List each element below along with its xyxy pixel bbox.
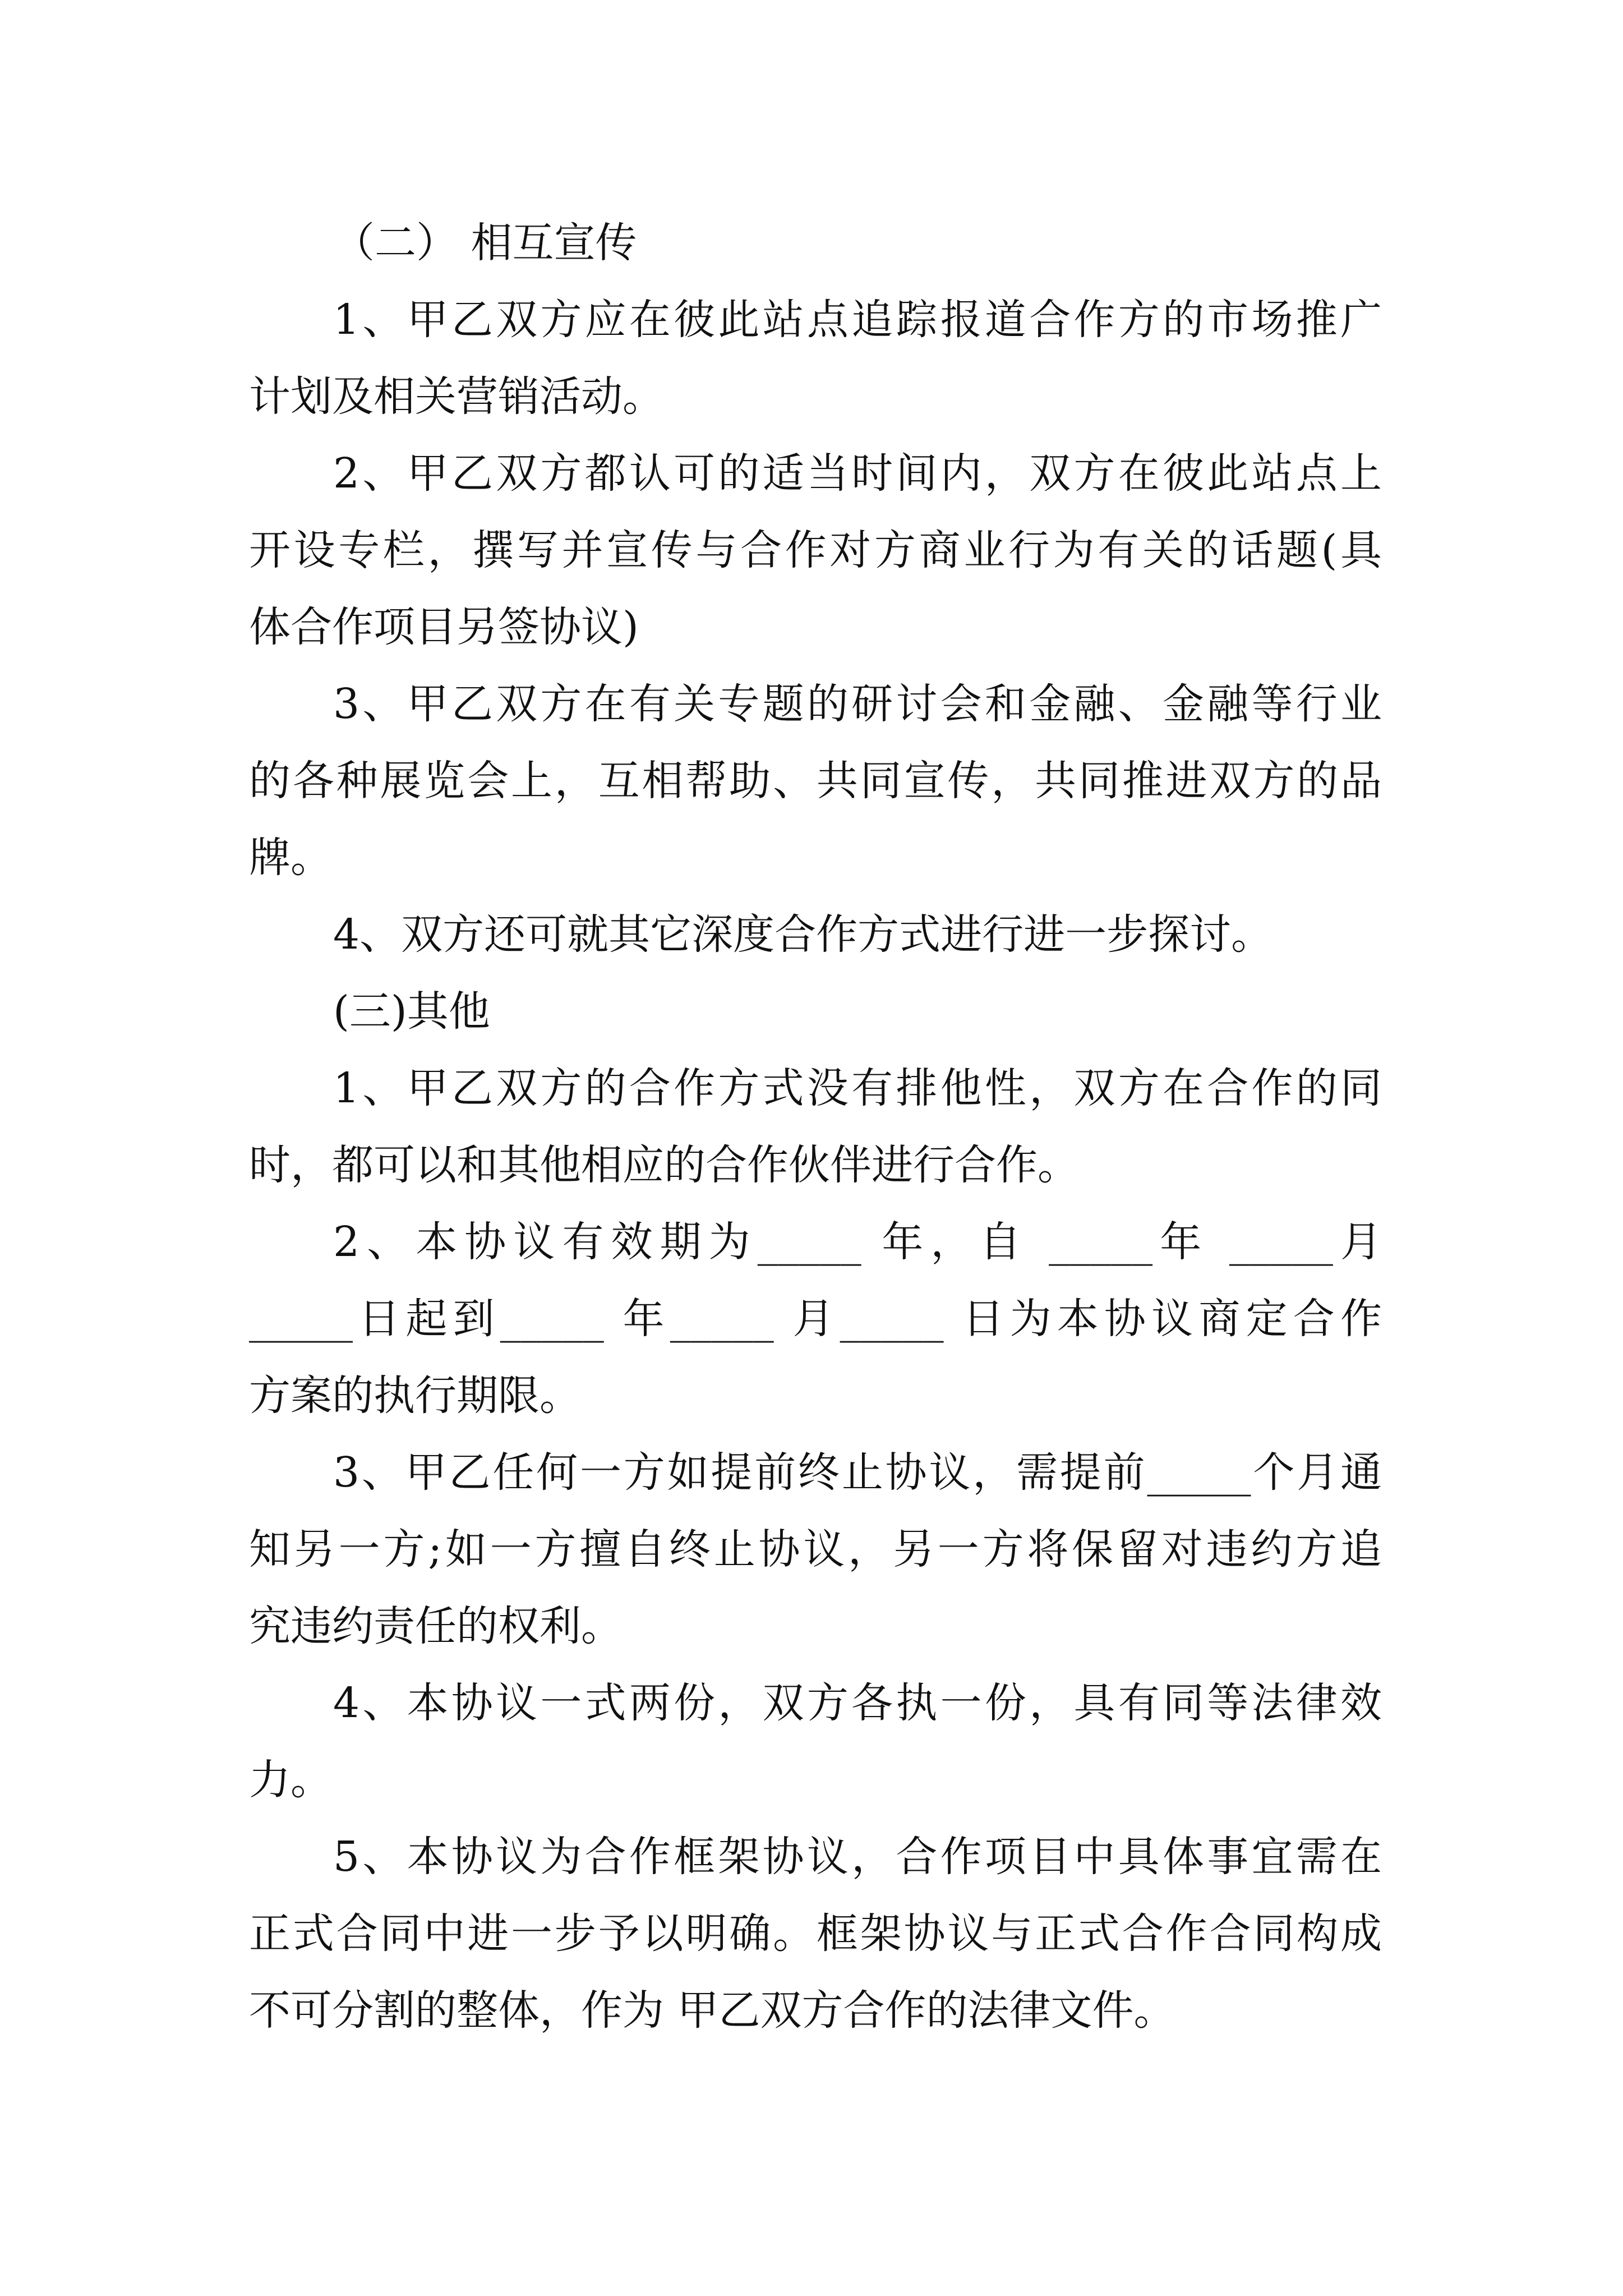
paragraph-line: 正式合同中进一步予以明确。框架协议与正式合作合同构成 [249, 1910, 1382, 1958]
paragraph-line: 究违约责任的权利。 [249, 1602, 623, 1650]
paragraph-line: 3、甲乙任何一方如提前终止协议，需提前_____个月通 [333, 1448, 1382, 1497]
paragraph-line: 3、甲乙双方在有关专题的研讨会和金融、金融等行业 [333, 680, 1382, 728]
paragraph-line: 的各种展览会上，互相帮助、共同宣传，共同推进双方的品 [249, 757, 1382, 805]
paragraph-line: 4、本协议一式两份，双方各执一份，具有同等法律效 [333, 1679, 1382, 1727]
paragraph-line: 时，都可以和其他相应的合作伙伴进行合作。 [249, 1141, 1079, 1189]
paragraph-line: 方案的执行期限。 [249, 1372, 581, 1420]
paragraph-line: 计划及相关营销活动。 [249, 372, 664, 421]
paragraph-line-term: 2、本协议有效期为_____ 年，自 _____年 _____月 [333, 1218, 1382, 1266]
paragraph-line: 2、甲乙双方都认可的适当时间内，双方在彼此站点上 [333, 449, 1382, 498]
paragraph-line: 4、双方还可就其它深度合作方式进行进一步探讨。 [333, 910, 1273, 959]
paragraph-line: 开设专栏，撰写并宣传与合作对方商业行为有关的话题(具 [249, 526, 1382, 574]
paragraph-line: 1、甲乙双方的合作方式没有排他性，双方在合作的同 [333, 1064, 1382, 1112]
paragraph-line-term: _____日起到_____ 年_____ 月_____ 日为本协议商定合作 [249, 1295, 1382, 1343]
paragraph-line: 牌。 [249, 834, 332, 882]
section-heading-mutual-promotion: （二） 相互宣传 [333, 219, 637, 267]
paragraph-line: 体合作项目另签协议) [249, 603, 639, 651]
paragraph-line: 1、甲乙双方应在彼此站点追踪报道合作方的市场推广 [333, 296, 1382, 344]
paragraph-line: 力。 [249, 1756, 332, 1804]
paragraph-line: 不可分割的整体，作为 甲乙双方合作的法律文件。 [249, 1986, 1175, 2035]
paragraph-line: 5、本协议为合作框架协议，合作项目中具体事宜需在 [333, 1833, 1382, 1881]
paragraph-line: 知另一方;如一方擅自终止协议，另一方将保留对违约方追 [249, 1525, 1382, 1573]
section-heading-other: (三)其他 [333, 987, 490, 1036]
